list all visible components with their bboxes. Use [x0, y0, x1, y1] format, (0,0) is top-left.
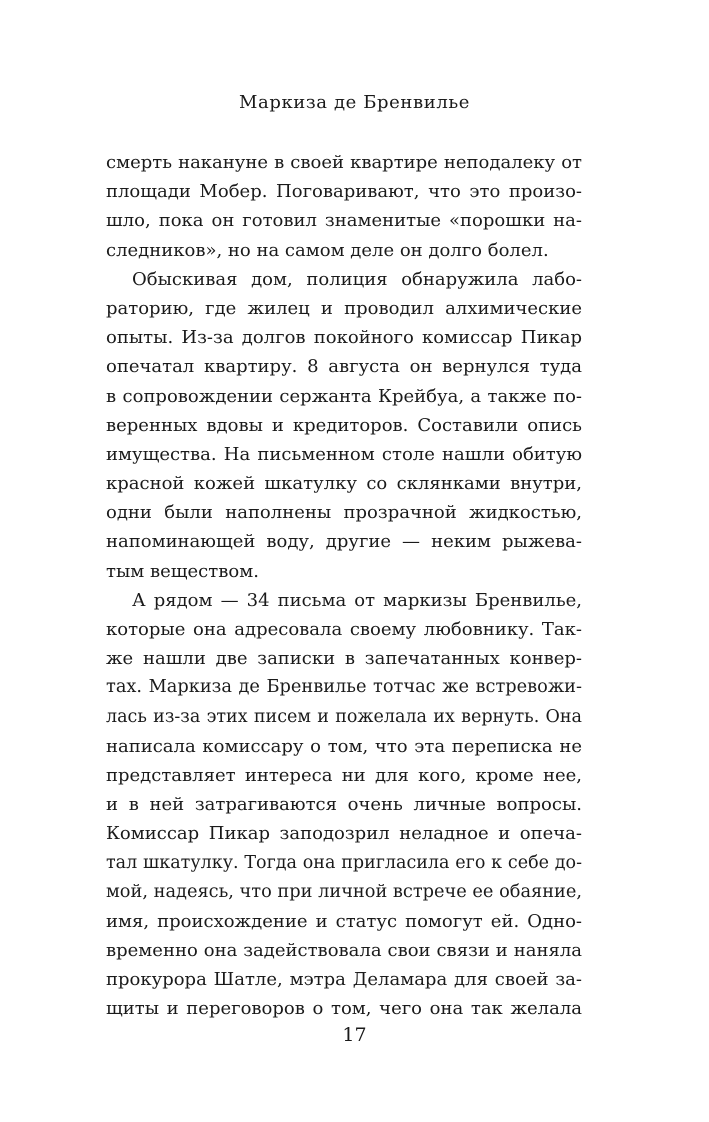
running-head: Маркиза де Бренвилье	[238, 92, 471, 113]
text-line: смерть накануне в своей квартире неподалеку от	[106, 152, 582, 173]
paragraph-first-line: А рядом — 34 письма от маркизы Бренвилье,	[132, 589, 582, 611]
text-line: тал шкатулку. Тогда она пригласила его к себе до-	[106, 852, 582, 873]
text-line: красной кожей шкатулку со склянками внутри,	[106, 473, 582, 495]
text-line: имя, происхождение и статус помогут ей. Одно-	[106, 910, 582, 932]
text-line: написала комиссару о том, что эта переписка не	[106, 735, 582, 757]
text-line: веренных вдовы и кредиторов. Составили опись	[106, 414, 582, 436]
text-line: напоминающей воду, другие — неким рыжева-	[106, 531, 582, 553]
text-line: тах. Маркиза де Бренвилье тотчас же встревожи-	[106, 677, 582, 698]
text-line: тым веществом.	[106, 560, 259, 582]
text-line: раторию, где жилец и проводил алхимические	[106, 297, 582, 319]
page-number: 17	[342, 1024, 367, 1046]
text-line: опечатал квартиру. 8 августа он вернулся туда	[106, 356, 582, 378]
text-line: же нашли две записки в запечатанных конвер-	[106, 648, 582, 670]
text-line: щиты и переговоров о том, чего она так желала	[106, 998, 582, 1020]
text-line: в сопровождении сержанта Крейбуа, а также по-	[106, 385, 582, 407]
text-line: которые она адресовала своему любовнику. Так-	[106, 619, 582, 640]
text-line: временно она задействовала свои связи и наняла	[106, 940, 582, 962]
text-line: мой, надеясь, что при личной встрече ее обаяние,	[106, 881, 583, 902]
text-line: и в ней затрагиваются очень личные вопросы.	[106, 794, 582, 816]
text-line: лась из-за этих писем и пожелала их вернуть. Она	[106, 706, 582, 727]
text-line: Комиссар Пикар заподозрил неладное и опеча-	[106, 823, 582, 845]
text-line: одни были наполнены прозрачной жидкостью,	[106, 502, 582, 524]
text-line: имущества. На письменном столе нашли обитую	[106, 443, 582, 465]
text-line: опыты. Из-за долгов покойного комиссар Пикар	[106, 327, 582, 349]
body-text	[106, 148, 582, 1024]
text-line: представляет интереса ни для кого, кроме нее,	[106, 764, 582, 786]
text-line: следников», но на самом деле он долго болел.	[106, 239, 549, 261]
text-line: шло, пока он готовил знаменитые «порошки на-	[106, 210, 582, 232]
text-line: прокурора Шатле, мэтра Деламара для своей за-	[106, 969, 582, 991]
text-line: площади Мобер. Поговаривают, что это произо-	[106, 181, 582, 203]
paragraph-first-line: Обыскивая дом, полиция обнаружила лабо-	[132, 268, 582, 290]
